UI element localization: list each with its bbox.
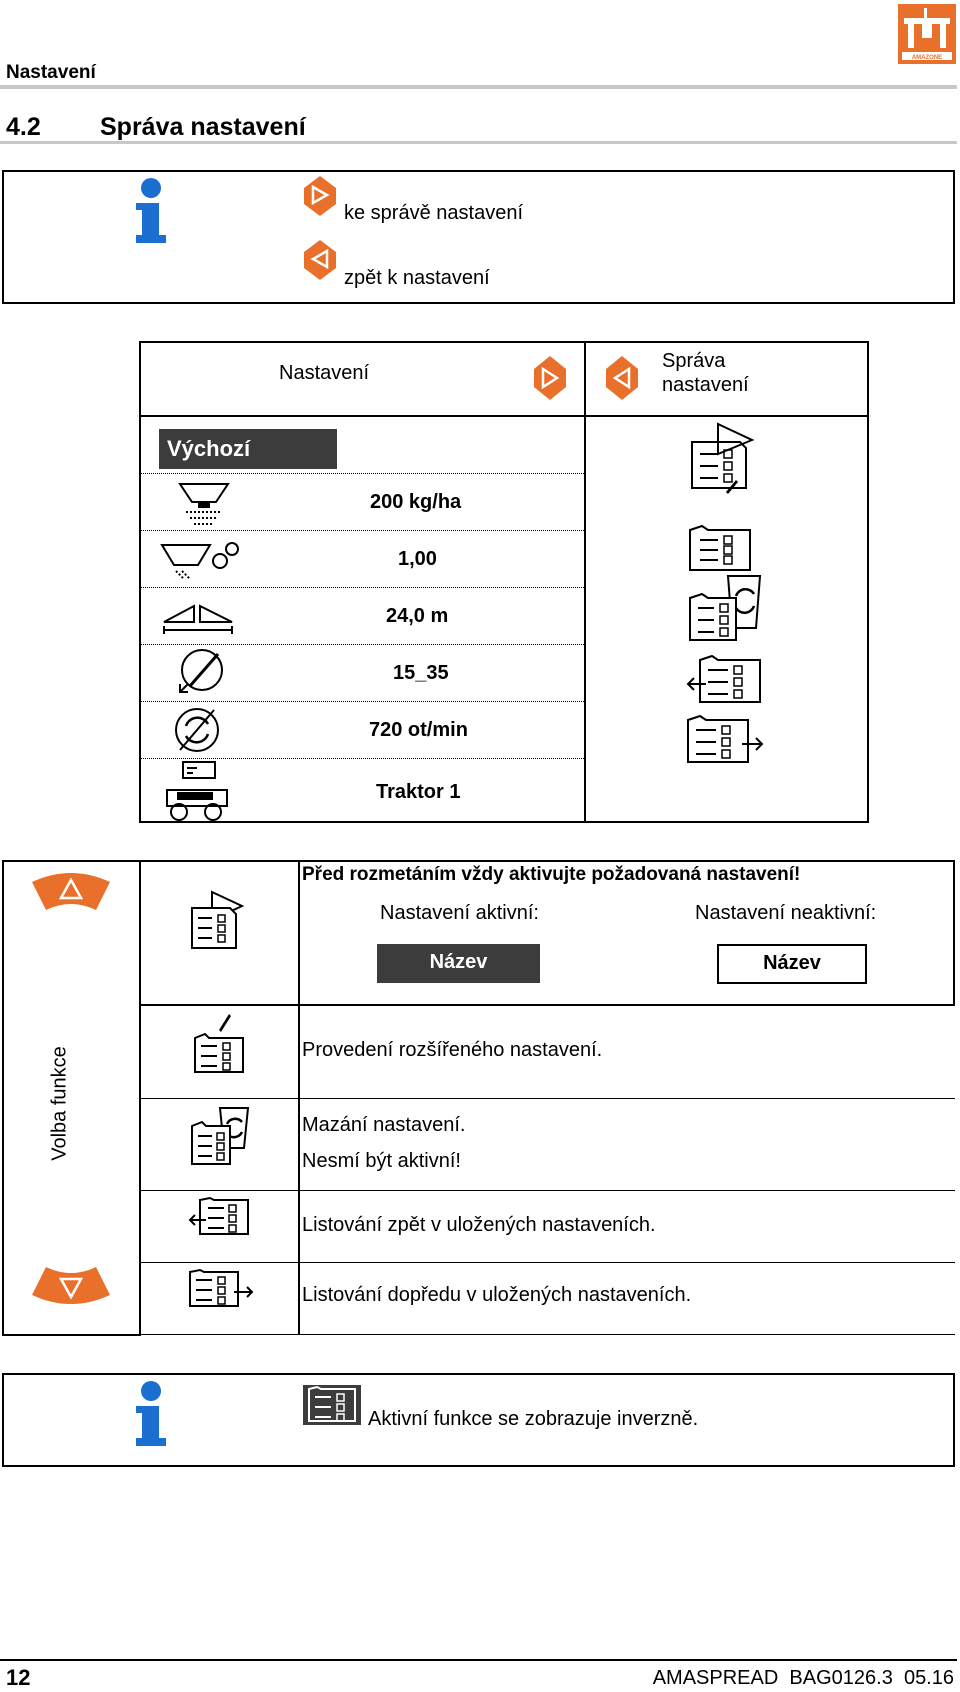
row-value-width: 24,0 m (386, 605, 449, 627)
active-label: Nastavení aktivní: (380, 902, 539, 924)
delete-description-2: Nesmí být aktivní! (302, 1150, 461, 1172)
tab-settings[interactable]: Nastavení (279, 362, 370, 384)
row-divider (139, 473, 584, 474)
edit-setting-icon (193, 1012, 249, 1074)
down-arrow-softkey-icon (30, 1265, 112, 1307)
delete-description-1: Mazání nastavení. (302, 1114, 466, 1136)
tab-management-line1[interactable]: Správa (662, 350, 726, 372)
info-line-1: ke správě nastavení (344, 202, 523, 224)
section-rule (0, 141, 957, 144)
side-column-bottom (2, 1334, 141, 1336)
tractor-icon (163, 760, 233, 822)
tab-management-line2[interactable]: nastavení (662, 374, 749, 396)
warning-text: Před rozmetáním vždy aktivujte požadovaná nastavení! (302, 864, 801, 885)
side-label: Volba funkce (48, 1046, 71, 1161)
table-row-divider (139, 1004, 955, 1006)
row-divider (139, 587, 584, 588)
info-icon (131, 1380, 171, 1450)
inactive-label: Nastavení neaktivní: (695, 902, 877, 924)
selected-setting-name[interactable]: Výchozí (159, 429, 337, 469)
scroll-forward-description: Listování dopředu v uložených nastaveních. (302, 1284, 692, 1306)
table-right-border (953, 860, 955, 1006)
tab-divider (139, 415, 869, 417)
scroll-back-icon (188, 1196, 252, 1238)
screen-vertical-divider (584, 341, 586, 823)
info-icon (131, 177, 171, 247)
name-active-sample: Název (377, 944, 540, 983)
forward-softkey-icon (300, 174, 340, 218)
info-line-2: zpět k nastavení (344, 267, 490, 289)
application-rate-icon (176, 480, 232, 526)
header-rule (0, 85, 957, 89)
scroll-forward-icon[interactable] (686, 714, 764, 766)
working-width-icon (160, 598, 236, 634)
footer-rule (0, 1659, 957, 1661)
activate-setting-icon (190, 890, 252, 952)
pto-speed-icon (172, 706, 222, 754)
inverse-function-icon (303, 1385, 361, 1425)
forward-softkey-icon[interactable] (530, 354, 570, 402)
edit-setting-icon[interactable] (688, 524, 754, 574)
header-title: Nastavení (6, 62, 96, 83)
row-divider (139, 644, 584, 645)
table-left-border (2, 860, 4, 1336)
row-value-pto: 720 ot/min (369, 719, 468, 741)
delete-setting-icon (190, 1104, 254, 1168)
document-code: AMASPREAD BAG0126.3 05.16 (652, 1667, 954, 1689)
activate-setting-icon[interactable] (690, 422, 762, 502)
calibration-factor-icon (158, 537, 242, 583)
page-number: 12 (6, 1665, 31, 1690)
svg-text:AMAZONE: AMAZONE (911, 55, 943, 61)
row-value-tractor: Traktor 1 (376, 781, 461, 803)
section-title: Správa nastavení (100, 113, 306, 141)
table-row-divider (139, 1098, 955, 1099)
scroll-forward-icon (188, 1268, 254, 1310)
table-top-border (2, 860, 955, 862)
row-value-factor: 1,00 (398, 548, 437, 570)
delete-setting-icon[interactable] (688, 572, 768, 644)
name-inactive-sample: Název (717, 944, 867, 984)
table-row-divider (139, 1262, 955, 1263)
row-divider (139, 701, 584, 702)
table-row-divider (139, 1190, 955, 1191)
amazone-logo (898, 4, 956, 64)
back-softkey-icon (300, 238, 340, 282)
row-divider (139, 530, 584, 531)
info-box-2-text: Aktivní funkce se zobrazuje inverzně. (368, 1408, 699, 1430)
scroll-back-description: Listování zpět v uložených nastaveních. (302, 1214, 656, 1236)
spreading-disc-icon (174, 646, 230, 698)
back-softkey-icon[interactable] (602, 354, 642, 402)
scroll-back-icon[interactable] (686, 654, 764, 706)
row-value-disc: 15_35 (393, 662, 449, 684)
row-divider (139, 758, 584, 759)
edit-description: Provedení rozšířeného nastavení. (302, 1039, 603, 1061)
up-arrow-softkey-icon (30, 870, 112, 912)
section-number: 4.2 (6, 113, 41, 141)
row-value-rate: 200 kg/ha (370, 491, 462, 513)
table-row-divider (139, 1334, 955, 1335)
